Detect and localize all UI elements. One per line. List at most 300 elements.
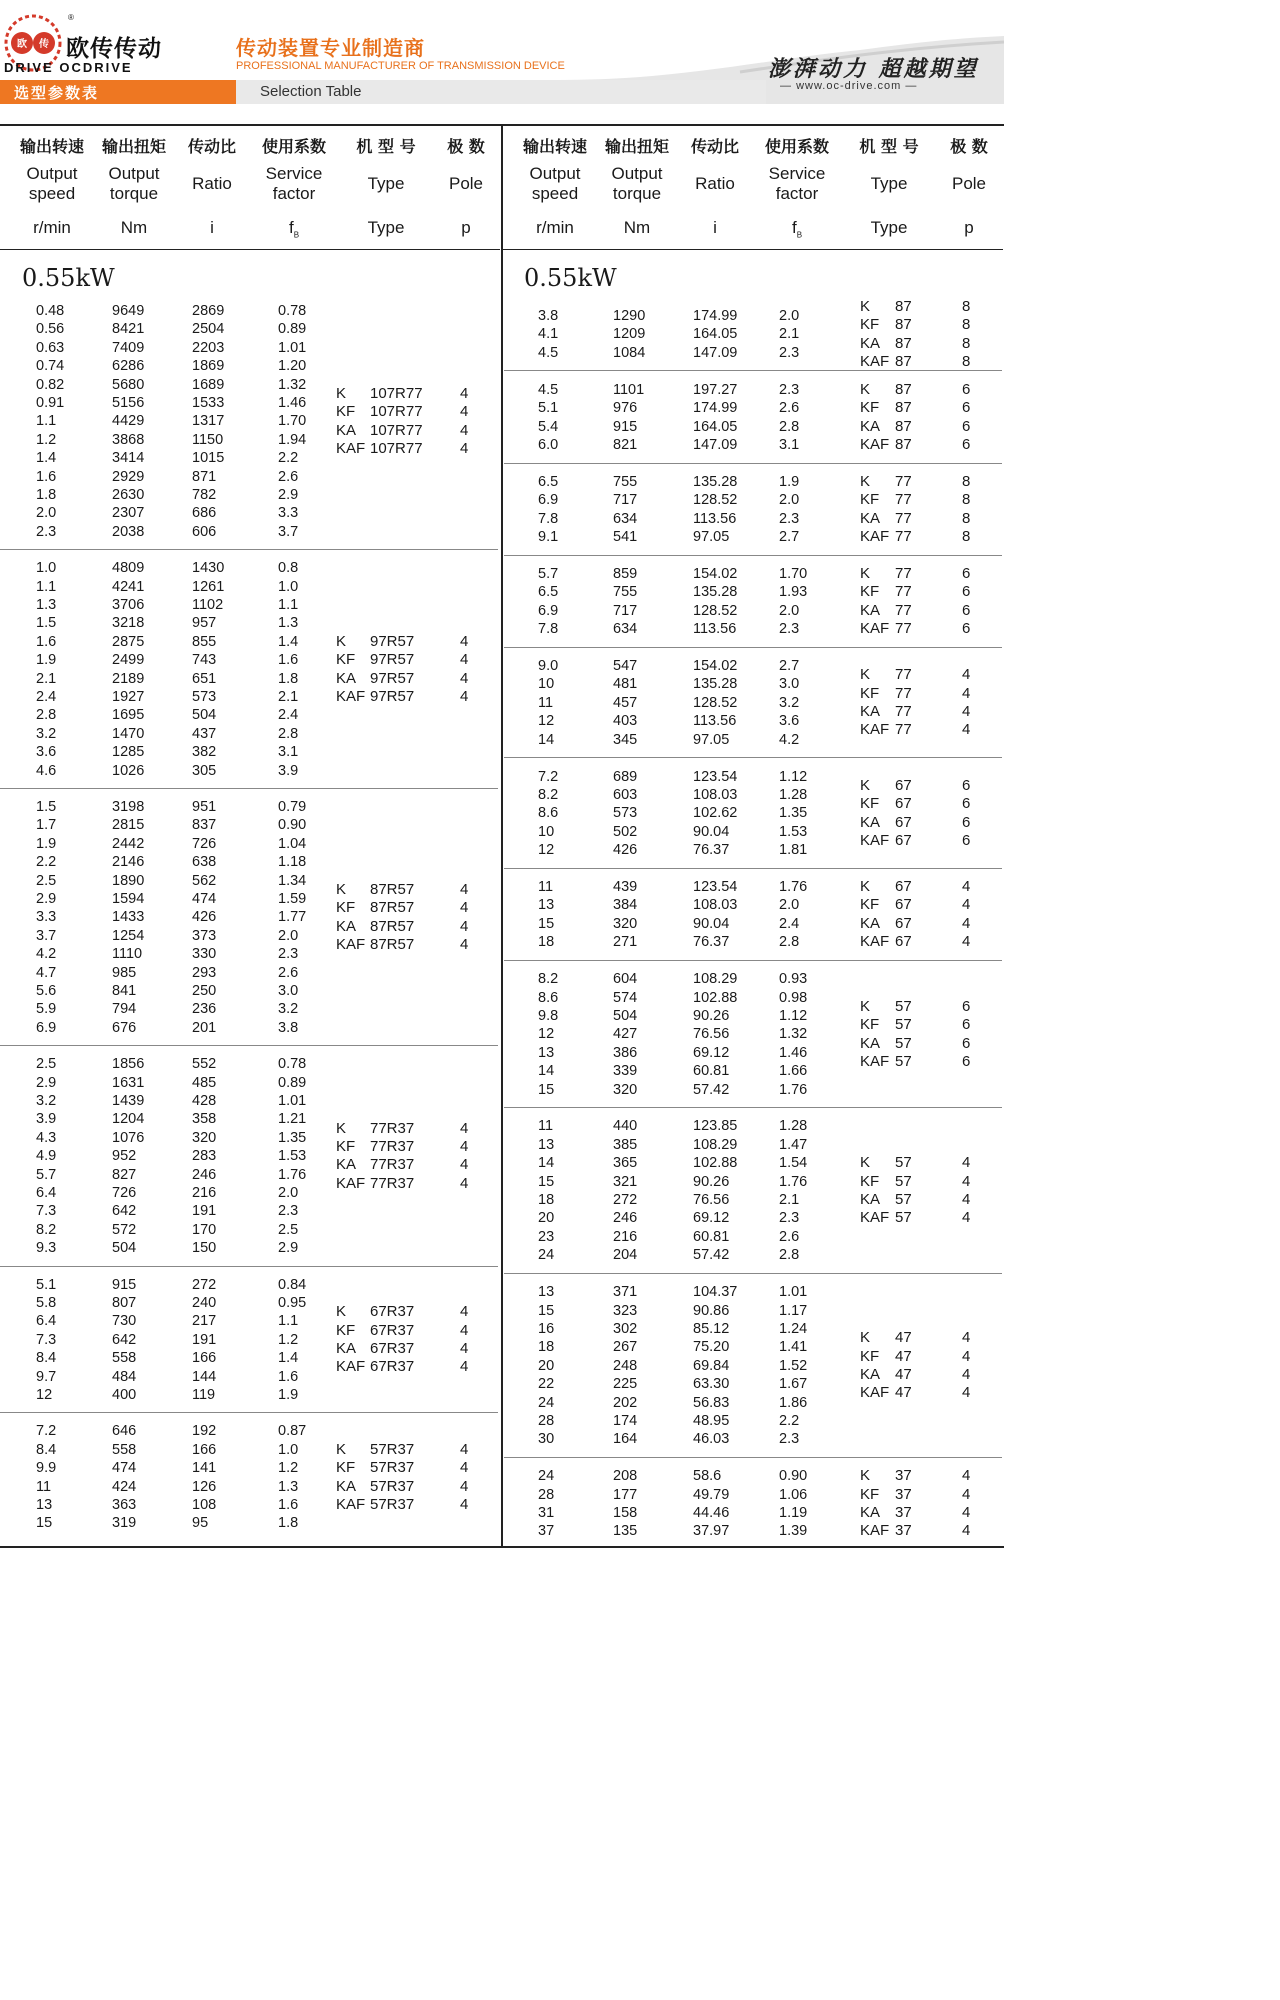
type-prefix: K [336, 632, 347, 650]
table-row [503, 381, 800, 399]
ratio-cell: 76.56 [693, 1192, 730, 1208]
type-row [860, 933, 1020, 951]
torque-cell: 272 [613, 1192, 638, 1208]
factor-cell: 1.46 [779, 1044, 808, 1061]
table-row [503, 491, 800, 509]
section-bar-cn [0, 80, 236, 104]
type-row [336, 1340, 496, 1358]
pole-cell: 4 [460, 421, 469, 439]
torque-cell: 1204 [112, 1111, 145, 1128]
factor-cell: 1.6 [278, 652, 299, 669]
ratio-cell: 123.54 [693, 879, 738, 895]
type-row [336, 670, 496, 688]
factor-cell: 1.20 [278, 358, 307, 375]
torque-cell: 271 [613, 934, 638, 951]
ratio-cell: 102.62 [693, 805, 738, 822]
header-en-speed: Output speed [26, 164, 78, 203]
type-model: 87 [895, 297, 912, 315]
ratio-cell: 191 [192, 1203, 217, 1220]
type-row [860, 620, 1020, 638]
speed-cell: 6.4 [36, 1313, 57, 1330]
pole-cell: 8 [962, 491, 971, 509]
header-en-type: Type [367, 174, 405, 193]
type-prefix: KA [860, 1034, 881, 1052]
type-row [860, 418, 1020, 436]
torque-cell: 267 [613, 1339, 638, 1356]
header-cn-ratio: 传动比 [690, 137, 739, 156]
speed-cell: 4.5 [538, 344, 559, 361]
ratio-cell: 485 [192, 1074, 217, 1091]
type-row [336, 1358, 496, 1376]
type-model: 77 [895, 620, 912, 638]
ratio-cell: 373 [192, 927, 217, 944]
table-row [0, 1422, 307, 1440]
type-model: 37 [895, 1485, 912, 1503]
pole-cell: 4 [962, 896, 971, 914]
table-row [503, 841, 808, 859]
ratio-cell: 76.56 [693, 1026, 730, 1043]
factor-cell: 2.3 [278, 946, 299, 963]
torque-cell: 794 [112, 1001, 137, 1018]
ratio-cell: 69.12 [693, 1210, 730, 1227]
factor-cell: 1.28 [779, 1118, 808, 1135]
factor-cell: 2.5 [278, 1221, 299, 1238]
factor-cell: 1.4 [278, 633, 299, 650]
group-separator [504, 647, 1002, 648]
pole-cell: 4 [460, 440, 469, 457]
pole-cell: 6 [962, 1034, 971, 1052]
ratio-cell: 437 [192, 725, 217, 742]
type-model: 87R57 [370, 899, 415, 917]
table-row [0, 1459, 299, 1477]
type-row [336, 1478, 496, 1496]
table-row [503, 768, 808, 786]
factor-cell: 2.3 [779, 344, 800, 361]
speed-cell: 11 [538, 879, 554, 895]
type-prefix: KAF [860, 1522, 890, 1540]
speed-cell: 11 [538, 1118, 554, 1135]
ratio-cell: 150 [192, 1240, 217, 1257]
ratio-cell: 154.02 [693, 658, 738, 674]
table-row [0, 762, 299, 780]
speed-cell: 10 [538, 823, 555, 840]
pole-cell: 4 [962, 1485, 971, 1503]
table-row [0, 596, 299, 614]
factor-cell: 1.1 [278, 597, 299, 613]
type-model: 57 [895, 1016, 912, 1034]
header-unit-type: Type [870, 218, 908, 237]
type-prefix: KA [336, 1340, 357, 1357]
type-model: 67R37 [370, 1303, 415, 1321]
torque-cell: 1470 [112, 725, 145, 742]
speed-cell: 5.1 [36, 1276, 57, 1293]
speed-cell: 5.7 [538, 565, 559, 582]
factor-cell: 1.76 [779, 1081, 808, 1098]
table-row [503, 1394, 808, 1412]
speed-cell: 14 [538, 1063, 555, 1080]
table-row [0, 651, 299, 669]
type-row [860, 602, 1020, 620]
type-prefix: KF [860, 795, 880, 813]
ratio-cell: 855 [192, 633, 217, 650]
speed-cell: 14 [538, 1155, 555, 1172]
speed-cell: 7.8 [538, 510, 559, 527]
type-row [860, 1366, 1020, 1384]
type-prefix: KAF [860, 1209, 890, 1227]
torque-cell: 1439 [112, 1093, 145, 1109]
ratio-cell: 951 [192, 799, 217, 815]
table-row [0, 872, 307, 890]
speed-cell: 6.9 [36, 1019, 57, 1036]
ratio-cell: 293 [192, 964, 217, 981]
torque-cell: 320 [613, 915, 638, 932]
type-model: 57R37 [370, 1440, 415, 1458]
type-prefix: KAF [336, 936, 366, 953]
table-row [503, 1154, 808, 1172]
speed-cell: 6.9 [538, 492, 559, 509]
group-separator [504, 1273, 1002, 1274]
pole-cell: 4 [962, 1172, 971, 1190]
header-en-torque: Output torque [611, 164, 663, 203]
speed-cell: 3.2 [36, 1093, 57, 1109]
table-row [503, 694, 800, 712]
factor-cell: 1.47 [779, 1136, 808, 1153]
speed-cell: 3.9 [36, 1111, 57, 1128]
type-row [860, 1154, 1020, 1172]
factor-cell: 2.6 [278, 964, 299, 981]
pole-cell: 4 [460, 1156, 469, 1174]
type-model: 67 [895, 795, 912, 813]
ratio-cell: 504 [192, 707, 217, 724]
pole-cell: 4 [460, 1303, 469, 1321]
torque-cell: 2038 [112, 523, 145, 540]
table-row [0, 1239, 299, 1257]
torque-cell: 403 [613, 713, 638, 730]
torque-cell: 841 [112, 983, 137, 999]
pole-cell: 4 [460, 1496, 469, 1513]
table-row [503, 915, 800, 933]
speed-cell: 9.9 [36, 1460, 57, 1477]
factor-cell: 1.06 [779, 1486, 808, 1503]
table-row [503, 1302, 808, 1320]
type-prefix: KF [860, 491, 880, 509]
group-separator [504, 463, 1002, 464]
torque-cell: 177 [613, 1486, 638, 1503]
pole-cell: 4 [962, 666, 971, 684]
ratio-cell: 1430 [192, 560, 225, 577]
table-row [0, 1312, 299, 1330]
table-row [0, 486, 299, 504]
factor-cell: 1.39 [779, 1523, 808, 1540]
speed-cell: 2.2 [36, 854, 57, 871]
pole-cell: 6 [962, 831, 971, 849]
ratio-cell: 426 [192, 909, 217, 926]
speed-cell: 5.8 [36, 1295, 57, 1311]
speed-cell: 2.5 [36, 1056, 57, 1073]
type-row [860, 915, 1020, 933]
type-row [336, 1120, 496, 1138]
table-row [0, 835, 307, 853]
torque-cell: 859 [613, 565, 638, 582]
torque-cell: 2442 [112, 835, 145, 852]
torque-cell: 504 [613, 1007, 638, 1024]
type-row [860, 353, 1020, 371]
table-row [0, 816, 307, 834]
type-prefix: KAF [860, 721, 890, 739]
ratio-cell: 272 [192, 1276, 217, 1293]
torque-cell: 915 [112, 1276, 137, 1293]
factor-cell: 1.01 [779, 1284, 808, 1301]
type-row [860, 528, 1020, 546]
torque-cell: 7409 [112, 339, 145, 356]
ratio-cell: 108 [192, 1497, 217, 1513]
speed-cell: 4.5 [538, 381, 559, 398]
type-prefix: KA [860, 334, 881, 352]
speed-cell: 6.5 [538, 584, 559, 601]
factor-cell: 1.53 [779, 823, 808, 840]
torque-cell: 363 [112, 1497, 137, 1513]
torque-cell: 915 [613, 418, 638, 435]
torque-cell: 216 [613, 1228, 638, 1245]
type-row [860, 1329, 1020, 1347]
torque-cell: 246 [613, 1210, 638, 1227]
type-prefix: KA [860, 509, 881, 527]
header-cn-speed: 输出转速 [19, 137, 84, 156]
speed-cell: 0.56 [36, 321, 65, 338]
speed-cell: 12 [36, 1387, 53, 1403]
speed-cell: 13 [538, 897, 555, 914]
factor-cell: 0.79 [278, 799, 307, 815]
ratio-cell: 216 [192, 1185, 217, 1201]
table-row [0, 1000, 299, 1018]
table-row [503, 325, 800, 343]
type-model: 57 [895, 1154, 912, 1172]
torque-cell: 2875 [112, 633, 145, 650]
torque-cell: 457 [613, 694, 638, 711]
speed-cell: 7.2 [538, 768, 559, 785]
type-model: 87R57 [370, 936, 415, 953]
type-prefix: K [860, 1467, 871, 1485]
torque-cell: 3706 [112, 597, 145, 613]
type-model: 77 [895, 509, 912, 527]
pole-cell: 6 [962, 583, 971, 601]
type-prefix: K [860, 666, 871, 684]
factor-cell: 1.6 [278, 1497, 299, 1513]
header-en-ratio: Ratio [695, 174, 735, 193]
speed-cell: 1.2 [36, 431, 57, 448]
torque-cell: 248 [613, 1357, 638, 1374]
table-row [503, 1117, 808, 1135]
speed-cell: 0.82 [36, 376, 65, 393]
pole-cell: 4 [962, 933, 971, 951]
speed-cell: 1.9 [36, 835, 57, 852]
table-row [503, 473, 800, 491]
speed-cell: 3.2 [36, 725, 57, 742]
table-row [503, 1228, 800, 1246]
factor-cell: 1.35 [278, 1129, 307, 1146]
pole-cell: 4 [962, 1347, 971, 1365]
ratio-cell: 108.29 [693, 1136, 738, 1153]
ratio-cell: 147.09 [693, 344, 738, 361]
speed-cell: 2.5 [36, 872, 57, 889]
type-prefix: KF [860, 1172, 880, 1190]
type-prefix: KF [336, 1459, 356, 1477]
header-cn-type: 机 型 号 [859, 137, 919, 156]
table-row [503, 1007, 808, 1025]
factor-cell: 1.04 [278, 835, 307, 852]
table-row [503, 1062, 808, 1080]
factor-cell: 1.41 [779, 1339, 808, 1356]
table-row [0, 982, 299, 1000]
type-prefix: K [336, 384, 347, 402]
ratio-cell: 606 [192, 523, 217, 540]
ratio-cell: 108.29 [693, 971, 738, 988]
table-row [0, 706, 299, 724]
header-unit-speed: r/min [536, 218, 574, 237]
ratio-cell: 113.56 [693, 713, 737, 730]
factor-cell: 1.2 [278, 1460, 299, 1477]
factor-cell: 2.3 [779, 621, 800, 638]
ratio-cell: 123.85 [693, 1118, 738, 1135]
type-model: 97R57 [370, 688, 415, 705]
tagline-en: PROFESSIONAL MANUFACTURER OF TRANSMISSION DEVICE [236, 60, 565, 72]
torque-cell: 827 [112, 1166, 137, 1183]
table-row [503, 1430, 800, 1448]
torque-cell: 985 [112, 964, 137, 981]
speed-cell: 13 [538, 1136, 555, 1153]
type-prefix: KAF [860, 831, 890, 849]
type-prefix: KF [860, 1485, 880, 1503]
website-url[interactable]: — www.oc-drive.com — [780, 80, 918, 92]
torque-cell: 603 [613, 786, 638, 803]
header-cn-pole: 极 数 [950, 137, 988, 156]
pole-cell: 8 [962, 316, 971, 334]
ratio-cell: 2203 [192, 339, 225, 356]
pole-cell: 4 [460, 651, 469, 669]
table-row [0, 927, 299, 945]
factor-cell: 2.0 [779, 492, 800, 509]
website-text[interactable]: www.oc-drive.com [796, 80, 902, 92]
factor-cell: 1.46 [278, 395, 307, 411]
factor-cell: 3.2 [278, 1001, 299, 1018]
type-prefix: KAF [860, 620, 890, 638]
factor-cell: 2.0 [779, 308, 800, 324]
pole-cell: 4 [962, 1384, 971, 1402]
ratio-cell: 90.26 [693, 1007, 730, 1024]
type-row [860, 510, 1020, 528]
table-row [503, 528, 800, 546]
table-row [0, 633, 299, 651]
table-row [0, 394, 307, 412]
type-prefix: K [336, 1119, 347, 1137]
header-en-type: Type [870, 174, 908, 193]
ratio-cell: 123.54 [693, 768, 738, 785]
pole-cell: 8 [962, 528, 971, 545]
type-prefix: K [336, 1303, 347, 1321]
table-row [0, 1294, 307, 1312]
header-unit-service-factor: $f_B$ [288, 218, 300, 240]
speed-cell: 2.8 [36, 707, 57, 724]
factor-cell: 1.9 [278, 1387, 299, 1403]
type-model: 37 [895, 1467, 912, 1485]
pole-cell: 8 [962, 472, 971, 490]
svg-text:传: 传 [39, 39, 49, 50]
factor-cell: 2.8 [779, 1247, 800, 1264]
type-model: 47 [895, 1329, 912, 1347]
type-model: 77R37 [370, 1174, 415, 1192]
ratio-cell: 128.52 [693, 694, 738, 711]
speed-cell: 3.7 [36, 927, 57, 944]
table-row [0, 523, 299, 541]
factor-cell: 4.2 [779, 731, 800, 748]
factor-cell: 2.8 [278, 725, 299, 742]
table-row [503, 565, 808, 583]
type-model: 57R37 [370, 1477, 415, 1495]
factor-cell: 1.94 [278, 431, 307, 448]
type-row [860, 473, 1020, 491]
ratio-cell: 1150 [192, 431, 224, 448]
torque-cell: 952 [112, 1148, 137, 1165]
speed-cell: 18 [538, 934, 555, 951]
torque-cell: 424 [112, 1478, 137, 1495]
type-model: 87 [895, 417, 912, 435]
ratio-cell: 49.79 [693, 1486, 730, 1503]
type-model: 87 [895, 380, 912, 398]
speed-cell: 8.6 [538, 989, 559, 1006]
ratio-cell: 135.28 [693, 473, 738, 490]
table-row [503, 1246, 800, 1264]
header-cn-ratio: 传动比 [187, 137, 236, 156]
type-model: 77R37 [370, 1138, 415, 1155]
type-row [336, 422, 496, 440]
header-en-torque: Output torque [108, 164, 160, 203]
table-row [0, 1147, 307, 1165]
table-row [503, 602, 800, 620]
speed-cell: 10 [538, 676, 555, 693]
pole-cell: 4 [962, 684, 971, 702]
speed-cell: 4.7 [36, 964, 57, 981]
factor-cell: 2.9 [278, 487, 299, 503]
pole-cell: 6 [962, 620, 971, 638]
ratio-cell: 141 [192, 1460, 217, 1477]
type-row [336, 1322, 496, 1340]
pole-cell: 4 [460, 1459, 469, 1477]
type-row [336, 403, 496, 421]
factor-cell: 0.8 [278, 560, 299, 577]
type-row [860, 1504, 1020, 1522]
ratio-cell: 305 [192, 762, 217, 779]
table-row [0, 357, 307, 375]
type-row [860, 896, 1020, 914]
type-model: 77 [895, 703, 912, 720]
torque-cell: 717 [613, 492, 638, 509]
pole-cell: 6 [962, 1016, 971, 1034]
torque-cell: 642 [112, 1331, 137, 1348]
type-model: 67 [895, 896, 912, 914]
speed-cell: 1.8 [36, 487, 57, 503]
speed-cell: 1.1 [36, 578, 57, 595]
ratio-cell: 686 [192, 505, 217, 522]
ratio-cell: 651 [192, 670, 217, 687]
factor-cell: 1.59 [278, 891, 307, 907]
type-prefix: KAF [336, 688, 366, 705]
ratio-cell: 743 [192, 652, 217, 669]
ratio-cell: 113.56 [693, 510, 737, 527]
speed-cell: 15 [538, 915, 555, 932]
speed-cell: 30 [538, 1431, 555, 1448]
ratio-cell: 95 [192, 1515, 209, 1532]
type-model: 67R37 [370, 1321, 415, 1339]
